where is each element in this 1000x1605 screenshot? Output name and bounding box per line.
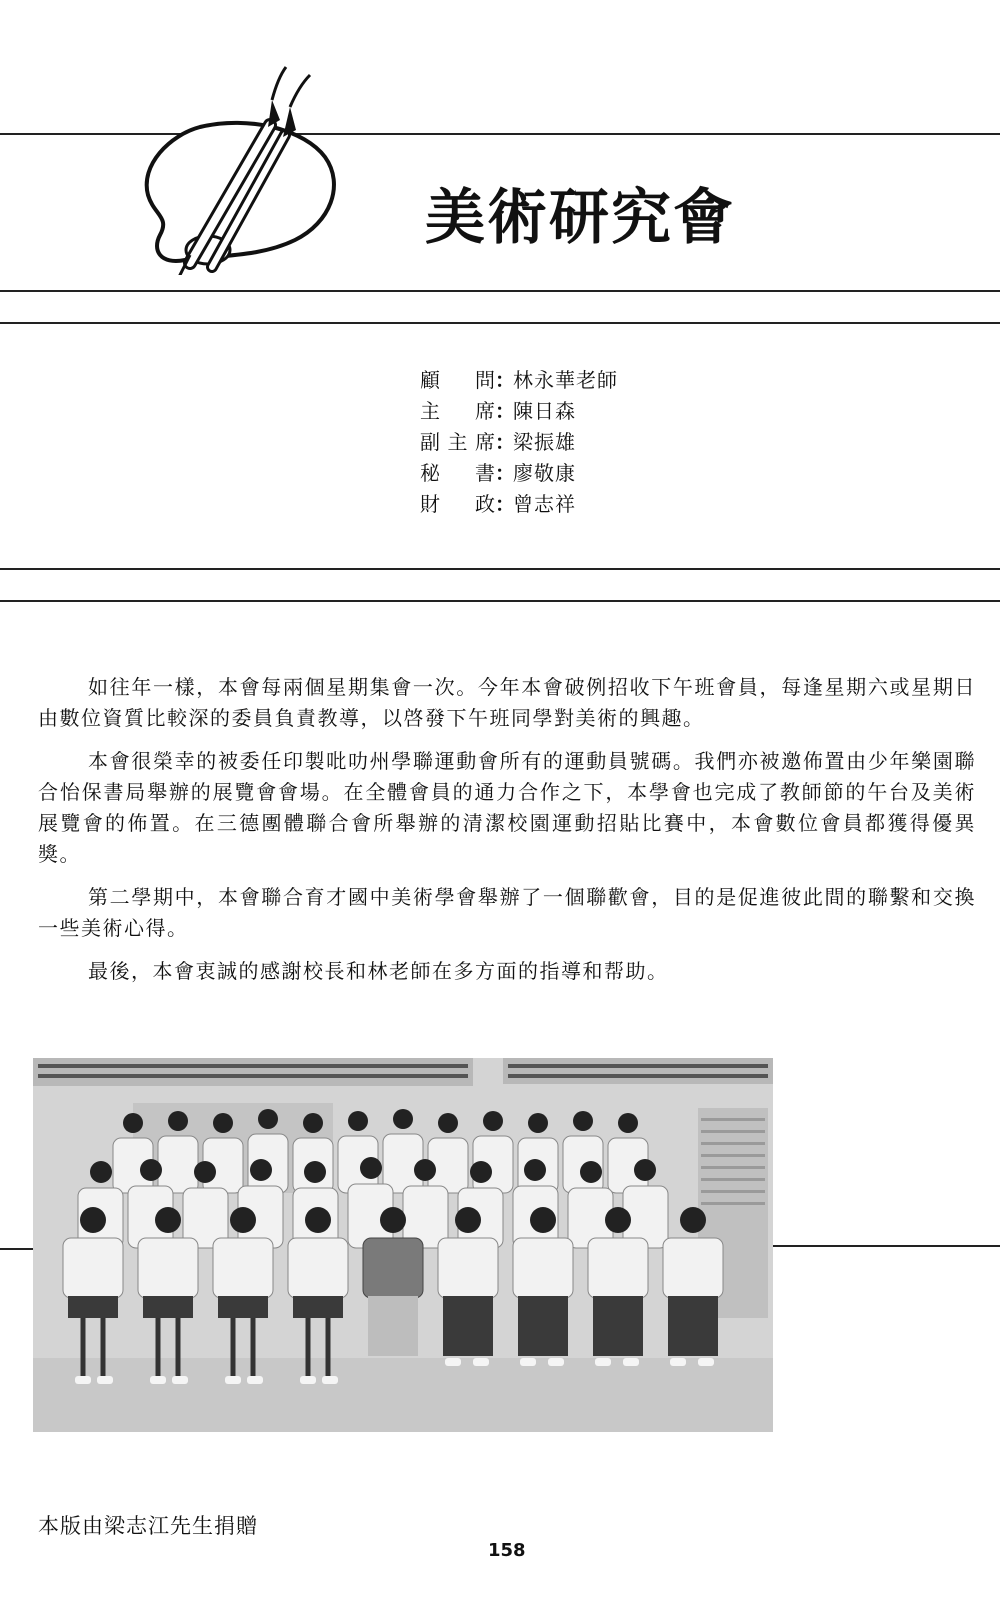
officer-row-secretary (420, 458, 618, 489)
officers-bottom-rule (0, 568, 1000, 570)
officer-role: 主席 (420, 399, 495, 423)
officer-name: 林永華老師 (513, 368, 618, 392)
officer-name: 梁振雄 (513, 430, 576, 454)
officer-row-chairman (420, 396, 618, 427)
paragraph-gathering: 第二學期中，本會聯合育才國中美術學會舉辦了一個聯歡會，目的是促進彼此間的聯繫和交換一些美術心得。 (38, 885, 976, 940)
palette-brushes-icon (130, 45, 340, 275)
officer-name: 廖敬康 (513, 461, 576, 485)
officer-role: 財政 (420, 492, 495, 516)
page-number: 158 (488, 1540, 526, 1561)
officer-role: 副主席 (420, 430, 495, 454)
officer-row-vice-chairman (420, 427, 618, 458)
body-top-rule (0, 600, 1000, 602)
officer-separator: ： (495, 430, 515, 454)
officer-name: 陳日森 (513, 399, 576, 423)
officers-top-rule (0, 322, 1000, 324)
header-bottom-rule (0, 290, 1000, 292)
officer-separator: ： (495, 399, 515, 423)
officer-separator: ： (495, 461, 515, 485)
officer-role: 秘書 (420, 461, 495, 485)
donor-credit: 本版由梁志江先生捐贈 (38, 1514, 258, 1538)
photo-left-rule (0, 1248, 34, 1250)
report-body (38, 672, 976, 999)
officers-list (420, 365, 618, 520)
paragraph-activities: 本會很榮幸的被委任印製吡叻州學聯運動會所有的運動員號碼。我們亦被邀佈置由少年樂園聯合怡保書局舉辦的展覽會會場。在全體會員的通力合作之下，本學會也完成了教師節的午台及美術展覽會的佈置。在三德團體聯合會所舉辦的清潔校園運動招貼比賽中，本會數位會員都獲得優異獎。 (38, 749, 976, 866)
paragraph-meetings: 如往年一樣，本會每兩個星期集會一次。今年本會破例招收下午班會員，每逢星期六或星期日由數位資質比較深的委員負責教導，以啓發下午班同學對美術的興趣。 (38, 675, 976, 730)
officer-name: 曾志祥 (513, 492, 576, 516)
group-photo (33, 1058, 773, 1432)
officer-separator: ： (495, 368, 515, 392)
officer-row-advisor (420, 365, 618, 396)
photo-right-rule (773, 1245, 1000, 1247)
officer-separator: ： (495, 492, 515, 516)
page-title: 美術研究會 (425, 183, 735, 253)
paragraph-thanks: 最後，本會衷誠的感謝校長和林老師在多方面的指導和帮助。 (88, 959, 669, 983)
officer-row-treasurer (420, 489, 618, 520)
officer-role: 顧問 (420, 368, 495, 392)
